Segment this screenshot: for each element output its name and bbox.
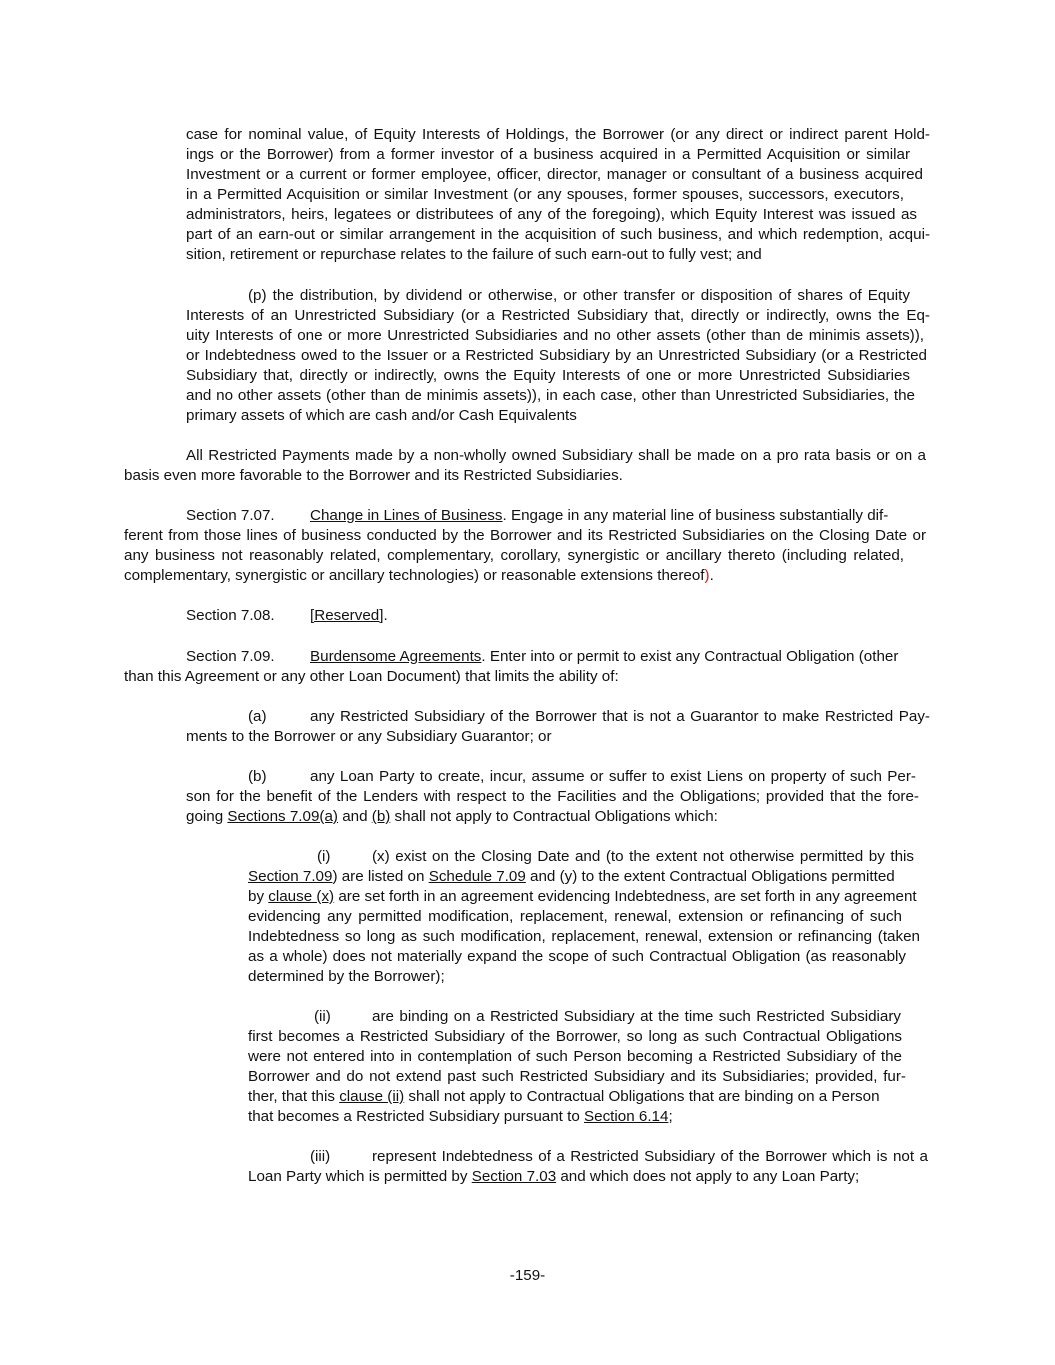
cross-reference: Section 7.09 — [248, 868, 333, 885]
clause-label: (i) — [317, 848, 331, 865]
text-line: Investment or a current or former employee, officer, director, manager or consultant of a business acquired — [186, 166, 923, 183]
text-line: any business not reasonably related, complementary, corollary, synergistic or ancillary thereto (including related, — [124, 547, 904, 564]
text-line — [248, 867, 895, 887]
text-line: part of an earn-out or similar arrangement in the acquisition of such business, and which redemption, acqui- — [186, 226, 930, 243]
text-line: Borrower and do not extend past such Restricted Subsidiary and its Subsidiaries; provided, fur- — [248, 1068, 906, 1085]
text-line — [248, 1087, 880, 1107]
text-run: and (y) to the extent Contractual Obligations permitted — [525, 868, 895, 885]
text-line: as a whole) does not materially expand the scope of such Contractual Obligation (as reasonably — [248, 948, 906, 965]
text-line: first becomes a Restricted Subsidiary of the Borrower, so long as such Contractual Obligations — [248, 1028, 902, 1045]
text-line: (p) the distribution, by dividend or otherwise, or other transfer or disposition of shares of Equity — [248, 287, 910, 304]
text-run: ; — [668, 1108, 673, 1125]
text-line: evidencing any permitted modification, replacement, renewal, extension or refinancing of such — [248, 908, 902, 925]
cross-reference: Schedule 7.09 — [428, 868, 526, 885]
text-line: (x) exist on the Closing Date and (to the extent not otherwise permitted by this — [372, 848, 914, 865]
text-line: were not entered into in contemplation of such Person becoming a Restricted Subsidiary of the — [248, 1048, 902, 1065]
text-run: ther, that this — [248, 1088, 340, 1105]
clause-label: (iii) — [310, 1148, 331, 1165]
section-heading-line — [310, 647, 898, 667]
text-line: son for the benefit of the Lenders with respect to the Facilities and the Obligations; provided that the fore- — [186, 788, 919, 805]
text-line: are binding on a Restricted Subsidiary at the time such Restricted Subsidiary — [372, 1008, 901, 1025]
text-run: going — [186, 808, 228, 825]
section-number: Section 7.09. — [186, 648, 275, 665]
text-line: or Indebtedness owed to the Issuer or a Restricted Subsidiary by an Unrestricted Subsidiary (or a Restricted — [186, 347, 927, 364]
page-number: -159- — [509, 1267, 546, 1284]
text-run: and — [337, 808, 372, 825]
text-line: determined by the Borrower); — [248, 968, 445, 985]
text-line: any Loan Party to create, incur, assume or suffer to exist Liens on property of such Per- — [310, 768, 916, 785]
text-run: by — [248, 888, 269, 905]
text-run: that becomes a Restricted Subsidiary pursuant to — [248, 1108, 584, 1125]
text-line: any Restricted Subsidiary of the Borrower that is not a Guarantor to make Restricted Pay- — [310, 708, 930, 725]
section-heading: Burdensome Agreements — [310, 648, 482, 665]
text-line: in a Permitted Acquisition or similar Investment (or any spouses, former spouses, successors, executors, — [186, 186, 904, 203]
text-line: ments to the Borrower or any Subsidiary Guarantor; or — [186, 728, 552, 745]
text-line: Indebtedness so long as such modification, replacement, renewal, extension or refinancing (taken — [248, 928, 920, 945]
text-line — [248, 1107, 673, 1127]
text-line: Interests of an Unrestricted Subsidiary (or a Restricted Subsidiary that, directly or indirectly, owns the Eq- — [186, 307, 930, 324]
text-run: . — [709, 567, 714, 584]
text-line — [248, 887, 917, 907]
text-line: ings or the Borrower) from a former investor of a business acquired in a Permitted Acquisition or similar — [186, 146, 910, 163]
text-line: than this Agreement or any other Loan Document) that limits the ability of: — [124, 668, 619, 685]
text-run: shall not apply to Contractual Obligations that are binding on a Person — [404, 1088, 880, 1105]
text-line: administrators, heirs, legatees or distributees of any of the foregoing), which Equity Interest was issued as — [186, 206, 917, 223]
text-line — [124, 566, 714, 586]
text-run: . Engage in any material line of business substantially dif- — [502, 507, 889, 524]
section-heading-line — [310, 606, 388, 626]
cross-reference: Section 6.14 — [584, 1108, 669, 1125]
text-line — [248, 1167, 859, 1187]
cross-reference: (b) — [371, 808, 391, 825]
text-line — [186, 807, 718, 827]
clause-label: (b) — [248, 768, 267, 785]
text-line: sition, retirement or repurchase relates to the failure of such earn-out to fully vest; and — [186, 246, 762, 263]
section-heading: Change in Lines of Business — [310, 507, 503, 524]
text-run: are set forth in an agreement evidencing Indebtedness, are set forth in any agreement — [334, 888, 917, 905]
text-line: ferent from those lines of business conducted by the Borrower and its Restricted Subsidiaries on the Closing Date or — [124, 527, 926, 544]
text-line: and no other assets (other than de minimis assets)), in each case, other than Unrestricted Subsidiaries, the — [186, 387, 915, 404]
text-line: basis even more favorable to the Borrower and its Restricted Subsidiaries. — [124, 467, 623, 484]
clause-label: (ii) — [314, 1008, 331, 1025]
cross-reference: clause (x) — [268, 888, 335, 905]
text-run: and which does not apply to any Loan Party; — [556, 1168, 860, 1185]
section-number: Section 7.07. — [186, 507, 275, 524]
text-line: All Restricted Payments made by a non-wholly owned Subsidiary shall be made on a pro rata basis or on a — [186, 447, 926, 464]
text-run: Loan Party which is permitted by — [248, 1168, 472, 1185]
text-line: uity Interests of one or more Unrestricted Subsidiaries and no other assets (other than de minimis assets)), — [186, 327, 924, 344]
text-line: case for nominal value, of Equity Interests of Holdings, the Borrower (or any direct or indirect parent Hold- — [186, 126, 930, 143]
clause-label: (a) — [248, 708, 267, 725]
text-line: represent Indebtedness of a Restricted Subsidiary of the Borrower which is not a — [372, 1148, 928, 1165]
text-line: Subsidiary that, directly or indirectly, owns the Equity Interests of one or more Unrestricted Subsidiaries — [186, 367, 910, 384]
text-run: shall not apply to Contractual Obligations which: — [390, 808, 718, 825]
tracked-change-mark: ) — [704, 567, 710, 584]
text-run: complementary, synergistic or ancillary technologies) or reasonable extensions thereof — [124, 567, 705, 584]
section-heading-line — [310, 506, 888, 526]
text-line: primary assets of which are cash and/or Cash Equivalents — [186, 407, 577, 424]
section-heading: [Reserved] — [310, 607, 384, 624]
text-run: . Enter into or permit to exist any Contractual Obligation (other — [481, 648, 899, 665]
cross-reference: Section 7.03 — [471, 1168, 557, 1185]
text-run: ) are listed on — [332, 868, 429, 885]
section-number: Section 7.08. — [186, 607, 275, 624]
cross-reference: Sections 7.09(a) — [227, 808, 338, 825]
cross-reference: clause (ii) — [339, 1088, 405, 1105]
text-run: . — [383, 607, 388, 624]
